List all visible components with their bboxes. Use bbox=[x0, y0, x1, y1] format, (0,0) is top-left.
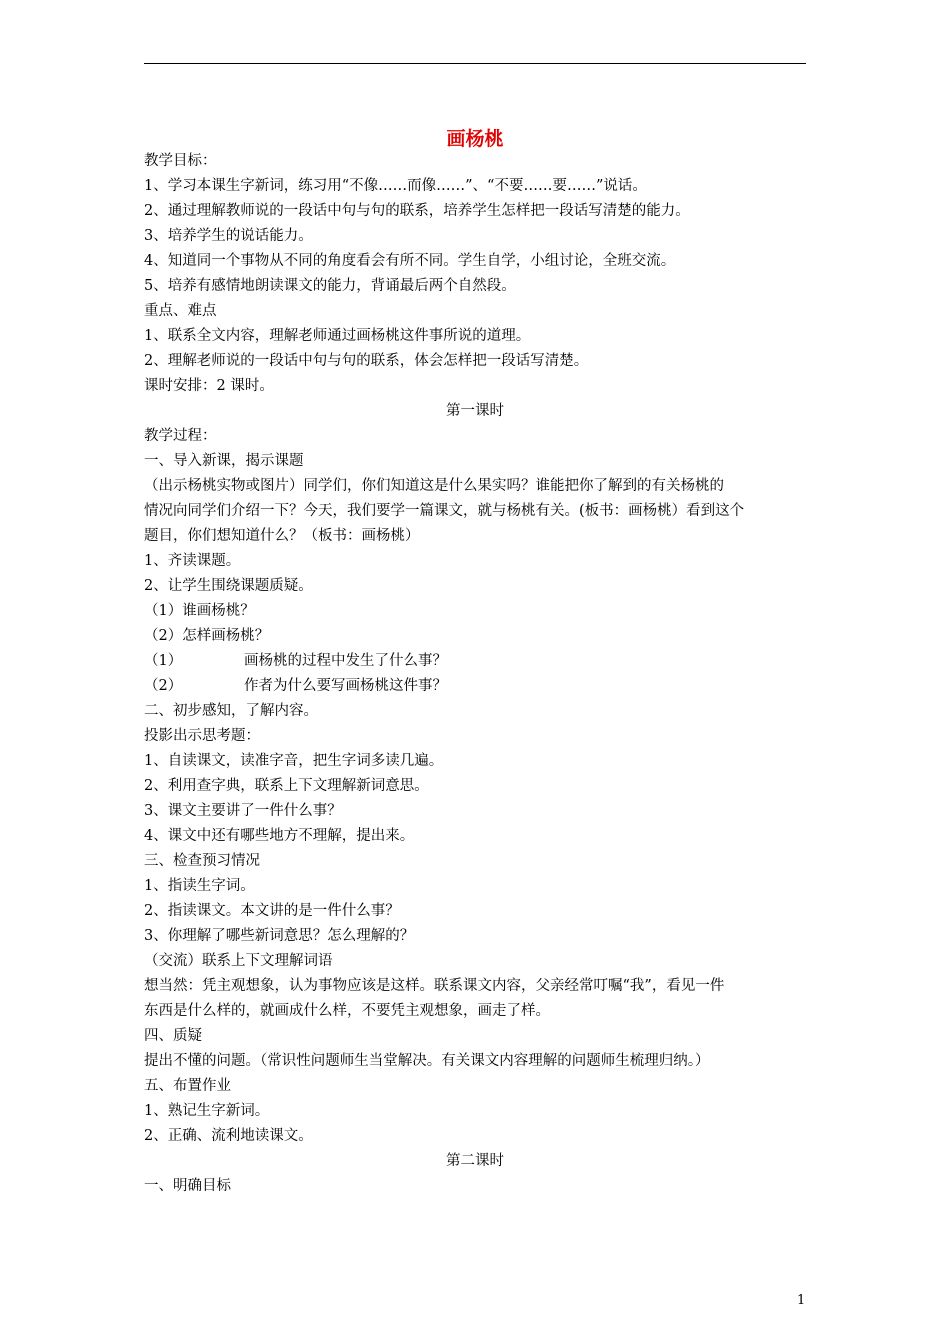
section-heading: 一、明确目标 bbox=[144, 1178, 231, 1194]
text-line: 3、培养学生的说话能力。 bbox=[144, 228, 313, 244]
section-heading: 五、布置作业 bbox=[144, 1078, 231, 1094]
list-item-text: 画杨桃的过程中发生了什么事？ bbox=[244, 653, 447, 669]
text-line: 3、课文主要讲了一件什么事？ bbox=[144, 803, 342, 819]
text-line: 1、指读生字词。 bbox=[144, 878, 255, 894]
text-line: 2、通过理解教师说的一段话中句与句的联系，培养学生怎样把一段话写清楚的能力。 bbox=[144, 203, 690, 219]
text-line: 情况向同学们介绍一下？今天，我们要学一篇课文，就与杨桃有关。(板书：画杨桃）看到这个 bbox=[144, 503, 745, 519]
text-line: 5、培养有感情地朗读课文的能力，背诵最后两个自然段。 bbox=[144, 278, 516, 294]
text-line: （1）谁画杨桃？ bbox=[144, 603, 255, 619]
section-heading: 重点、难点 bbox=[144, 303, 217, 319]
text-line: 投影出示思考题： bbox=[144, 728, 260, 744]
text-line: 想当然：凭主观想象，认为事物应该是这样。联系课文内容，父亲经常叮嘱“我”，看见一件 bbox=[144, 978, 725, 994]
list-item-number: （1） bbox=[144, 653, 183, 669]
text-line: 2、理解老师说的一段话中句与句的联系，体会怎样把一段话写清楚。 bbox=[144, 353, 589, 369]
text-line: 4、知道同一个事物从不同的角度看会有所不同。学生自学，小组讨论，全班交流。 bbox=[144, 253, 676, 269]
text-line: 东西是什么样的，就画成什么样，不要凭主观想象，画走了样。 bbox=[144, 1003, 550, 1019]
document-title: 画杨桃 bbox=[446, 128, 504, 150]
text-line: 2、正确、流利地读课文。 bbox=[144, 1128, 313, 1144]
list-item-text: 作者为什么要写画杨桃这件事？ bbox=[244, 678, 447, 694]
text-line: 1、联系全文内容，理解老师通过画杨桃这件事所说的道理。 bbox=[144, 328, 531, 344]
section-heading: 三、检查预习情况 bbox=[144, 853, 260, 869]
text-line: 2、指读课文。本文讲的是一件什么事？ bbox=[144, 903, 400, 919]
section-heading: 一、导入新课，揭示课题 bbox=[144, 453, 304, 469]
section-heading: 四、质疑 bbox=[144, 1028, 202, 1044]
list-item bbox=[144, 652, 447, 670]
text-line: 课时安排：2 课时。 bbox=[144, 378, 274, 394]
lesson-heading: 第一课时 bbox=[446, 403, 504, 419]
text-line: （出示杨桃实物或图片）同学们，你们知道这是什么果实吗？谁能把你了解到的有关杨桃的 bbox=[144, 478, 724, 494]
section-heading: 二、初步感知，了解内容。 bbox=[144, 703, 318, 719]
header-rule bbox=[144, 63, 806, 64]
text-line: 1、熟记生字新词。 bbox=[144, 1103, 270, 1119]
text-line: 1、学习本课生字新词，练习用“不像……而像……”、“不要……要……”说话。 bbox=[144, 178, 647, 194]
text-line: （交流）联系上下文理解词语 bbox=[144, 953, 333, 969]
text-line: 2、让学生围绕课题质疑。 bbox=[144, 578, 313, 594]
text-line: 2、利用查字典，联系上下文理解新词意思。 bbox=[144, 778, 429, 794]
text-line: 教学过程： bbox=[144, 428, 217, 444]
page-number: 1 bbox=[797, 1293, 806, 1308]
lesson-heading: 第二课时 bbox=[446, 1153, 504, 1169]
text-line: 教学目标： bbox=[144, 153, 217, 169]
text-line: 题目，你们想知道什么？（板书：画杨桃） bbox=[144, 528, 420, 544]
text-line: 提出不懂的问题。（常识性问题师生当堂解决。有关课文内容理解的问题师生梳理归纳。） bbox=[144, 1053, 710, 1069]
list-item-number: （2） bbox=[144, 678, 183, 694]
list-item bbox=[144, 677, 447, 695]
text-line: 4、课文中还有哪些地方不理解，提出来。 bbox=[144, 828, 415, 844]
text-line: 1、齐读课题。 bbox=[144, 553, 241, 569]
text-line: （2）怎样画杨桃？ bbox=[144, 628, 270, 644]
text-line: 3、你理解了哪些新词意思？怎么理解的？ bbox=[144, 928, 415, 944]
text-line: 1、自读课文，读准字音，把生字词多读几遍。 bbox=[144, 753, 444, 769]
